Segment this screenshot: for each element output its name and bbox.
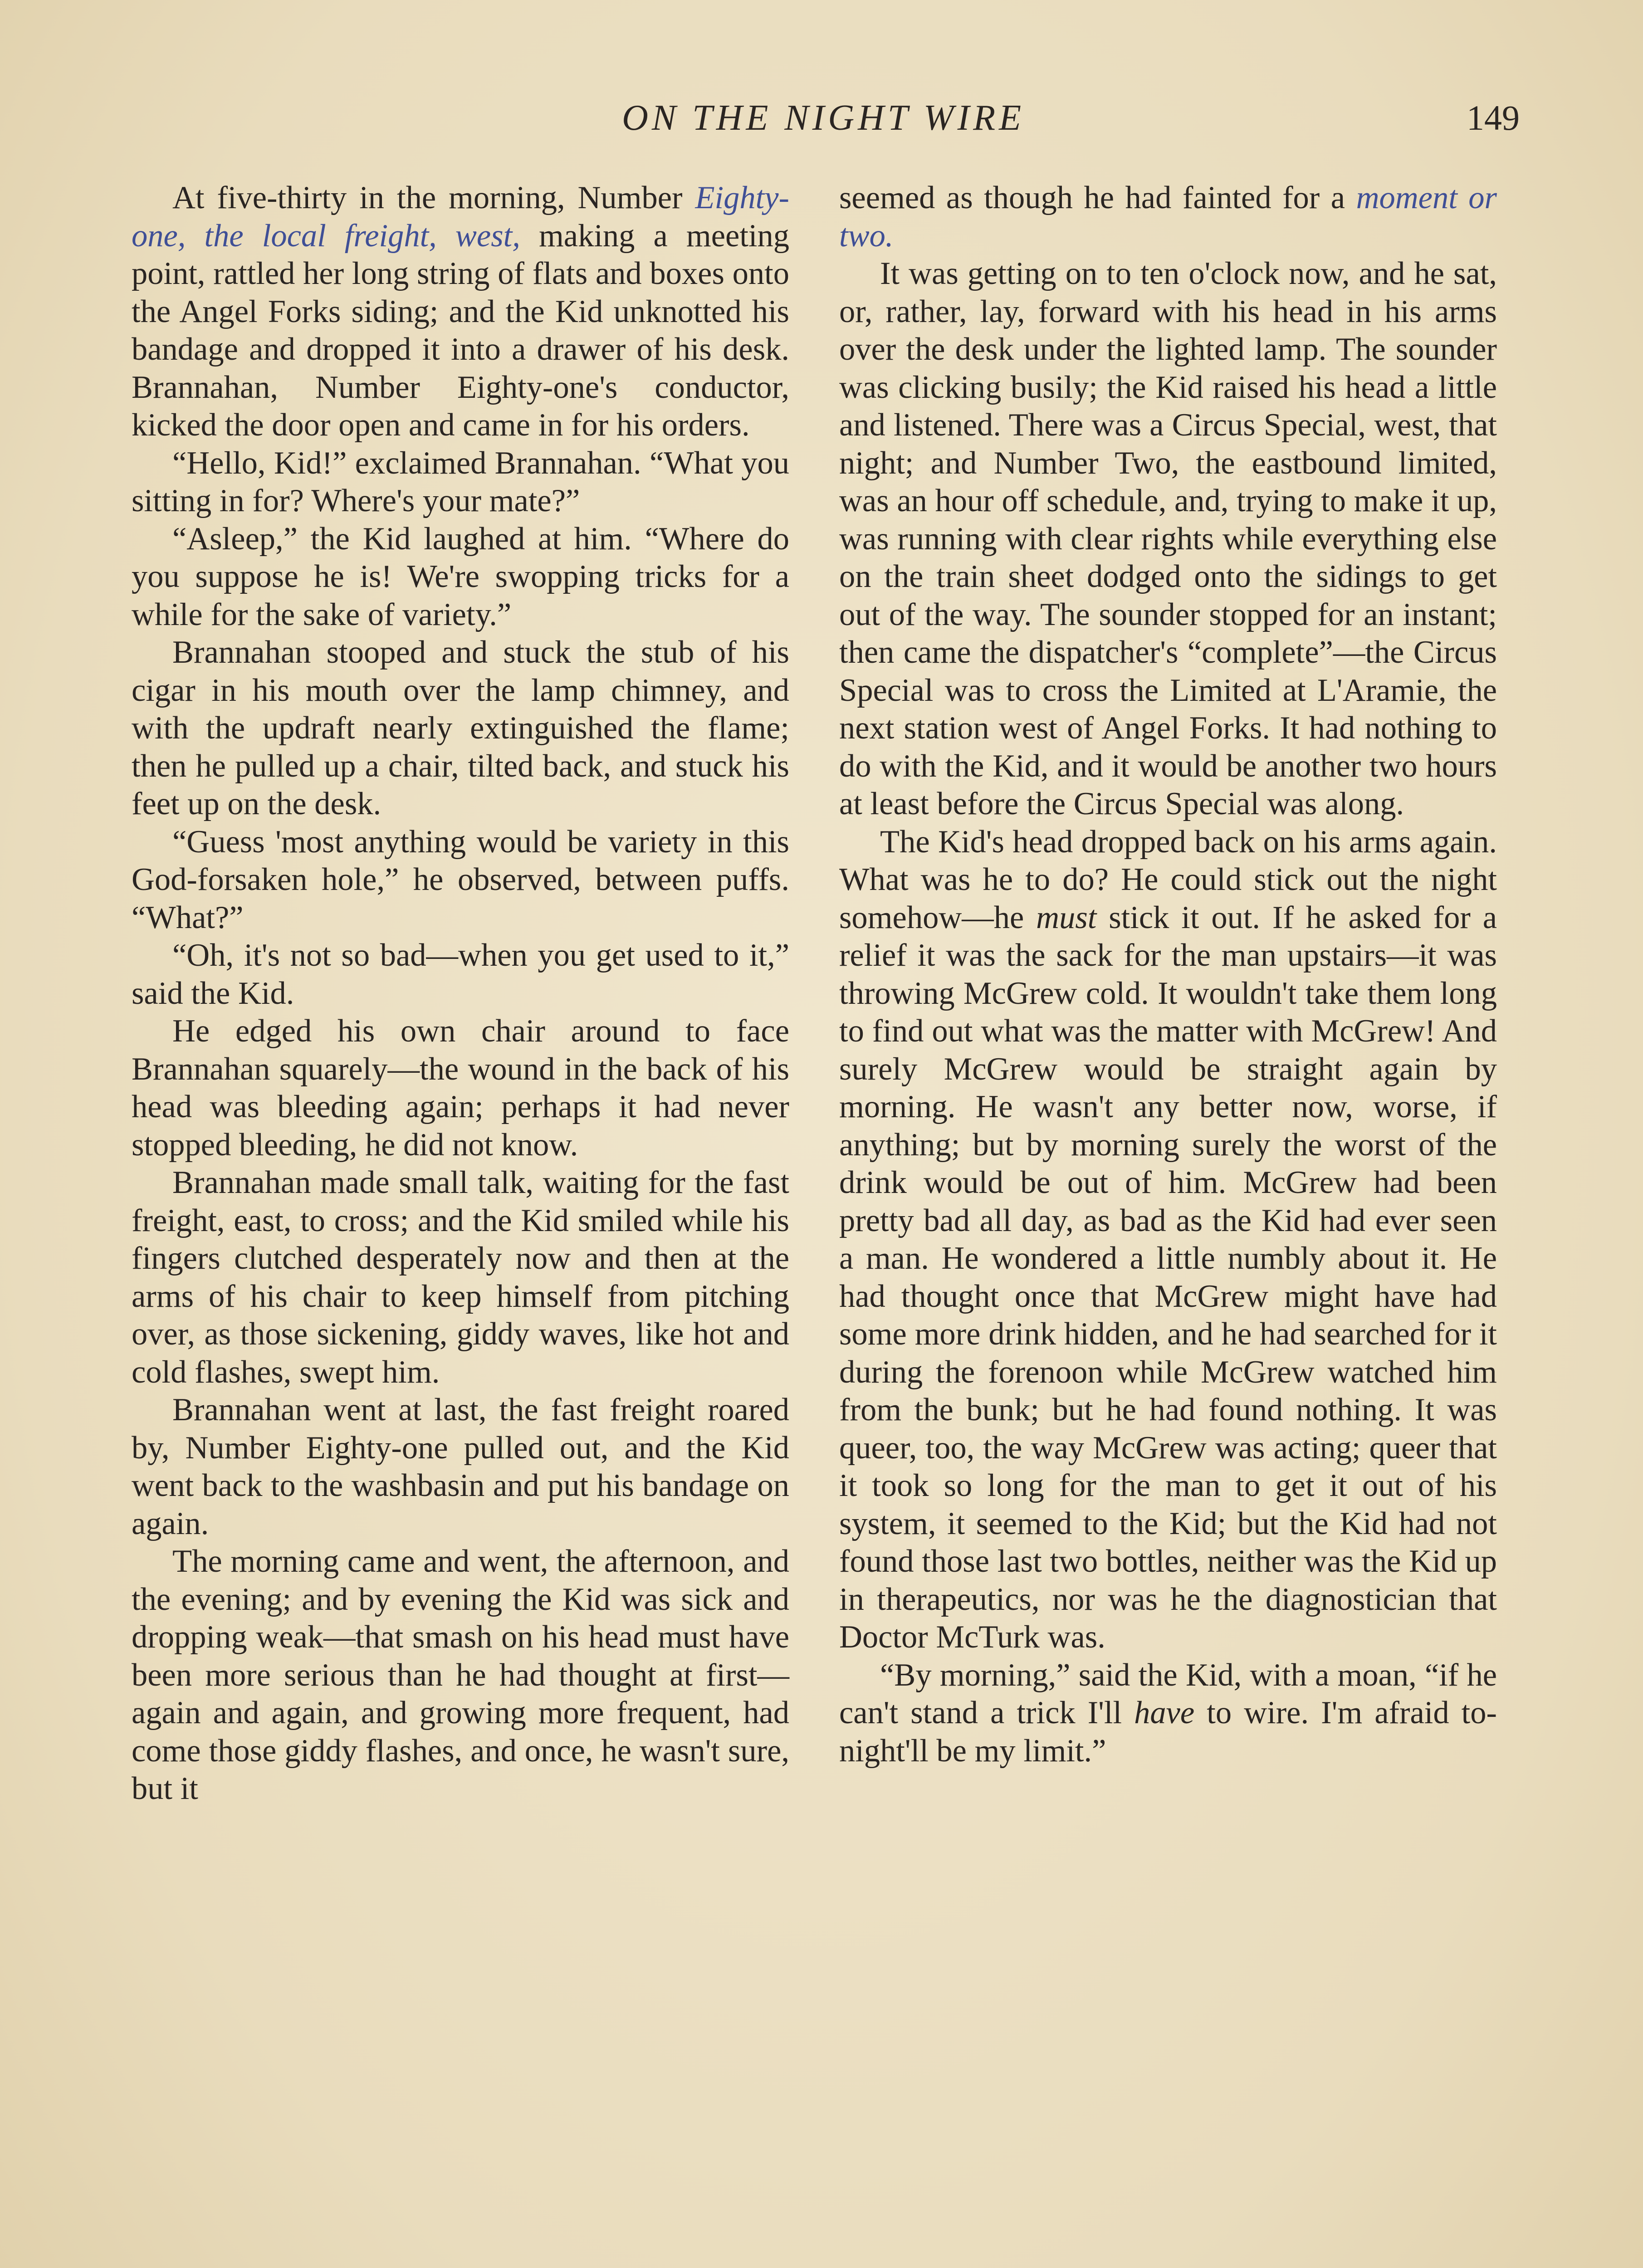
paragraph: “Guess 'most anything would be variety in this God-forsaken hole,” he observed, between puffs. “What?” bbox=[132, 824, 789, 935]
text-span: stick it out. If he asked for a relief it was the sack for the man upstairs—it was throwing McGrew cold. It wouldn't take them long to find out what was the matter with McGrew! And surely McGrew would be straight again by morning. He wasn't any better now, worse, if anything; but by morning surely the worst of the drink would be out of him. McGrew had been pretty bad all day, as bad as the Kid had ever seen a man. He wondered a little numbly about it. He had thought once that McGrew might have had some more drink hidden, and he had searched for it during the forenoon while McGrew watched him from the bunk; but he had found nothing. It was queer, too, the way McGrew was acting; queer that it took so long for the man to get it out of his system, it seemed to the Kid; but the Kid had not found those last two bottles, neither was the Kid up in therapeutics, nor was he the diagnostician that Doctor McTurk was. bbox=[839, 899, 1497, 1655]
italic-text: have bbox=[1134, 1695, 1195, 1730]
page-number: 149 bbox=[1467, 98, 1520, 137]
paragraph: He edged his own chair around to face Brannahan squarely—the wound in the back of his head was bleeding again; perhaps it had never stopped bleeding, he did not know. bbox=[132, 1013, 789, 1163]
text-span: to wire. I'm afraid to-night'll be my limit.” bbox=[839, 1695, 1497, 1769]
paragraph bbox=[839, 1657, 1497, 1770]
text-span: “By morning,” said the Kid, with a moan, “if he can't stand a trick I'll bbox=[839, 1657, 1497, 1730]
paragraph: Brannahan went at last, the fast freight roared by, Number Eighty-one pulled out, and the Kid went back to the washbasin and put his bandage on again. bbox=[132, 1392, 789, 1541]
paragraph: “Oh, it's not so bad—when you get used to it,” said the Kid. bbox=[132, 938, 789, 1011]
text-span: The Kid's head dropped back on his arms again. What was he to do? He could stick out the night somehow—he bbox=[839, 824, 1497, 935]
text-span: making a meeting point, rattled her long string of flats and boxes onto the Angel Forks siding; and the Kid unknotted his bandage and dropped it into a drawer of his desk. Brannahan, Number Eighty-one's conductor, kicked the door open and came in for his orders. bbox=[132, 218, 789, 443]
paragraph bbox=[839, 823, 1497, 1657]
text-span: seemed as though he had fainted for a bbox=[839, 180, 1356, 215]
pencil-annotated-text: moment or two. bbox=[839, 180, 1497, 254]
page-header bbox=[127, 98, 1520, 152]
running-title: ON THE NIGHT WIRE bbox=[622, 98, 1025, 138]
paragraph: “Asleep,” the Kid laughed at him. “Where do you suppose he is! We're swopping tricks for a while for the sake of variety.” bbox=[132, 521, 789, 632]
paragraph: “Hello, Kid!” exclaimed Brannahan. “What you sitting in for? Where's your mate?” bbox=[132, 445, 789, 518]
paragraph: Brannahan stooped and stuck the stub of his cigar in his mouth over the lamp chimney, and with the updraft nearly extinguished the flame; then he pulled up a chair, tilted back, and stuck his feet up on the desk. bbox=[132, 635, 789, 821]
right-column bbox=[839, 179, 1497, 1770]
paragraph bbox=[839, 179, 1497, 255]
italic-text: must bbox=[1036, 899, 1097, 935]
pencil-annotated-text: Eighty-one, the local freight, west, bbox=[132, 180, 789, 254]
paragraph bbox=[132, 179, 789, 445]
paragraph: The morning came and went, the afternoon, and the evening; and by evening the Kid was sick and dropping weak—that smash on his head must have been more serious than he had thought at first—again and again, and growing more frequent, had come those giddy flashes, and once, he wasn't sure, but it bbox=[132, 1544, 789, 1806]
left-column bbox=[132, 179, 789, 1808]
paragraph: It was getting on to ten o'clock now, and he sat, or, rather, lay, forward with his head in his arms over the desk under the lighted lamp. The sounder was clicking busily; the Kid raised his head a little and listened. There was a Circus Special, west, that night; and Number Two, the eastbound limited, was an hour off schedule, and, trying to make it up, was running with clear rights while everything else on the train sheet dodged onto the sidings to get out of the way. The sounder stopped for an instant; then came the dispatcher's “complete”—the Circus Special was to cross the Limited at L'Aramie, the next station west of Angel Forks. It had nothing to do with the Kid, and it would be another two hours at least before the Circus Special was along. bbox=[839, 256, 1497, 821]
text-span: At five-thirty in the morning, Number bbox=[172, 180, 695, 215]
paragraph: Brannahan made small talk, waiting for the fast freight, east, to cross; and the Kid smiled while his fingers clutched desperately now and then at the arms of his chair to keep himself from pitching over, as those sickening, giddy waves, like hot and cold flashes, swept him. bbox=[132, 1165, 789, 1390]
